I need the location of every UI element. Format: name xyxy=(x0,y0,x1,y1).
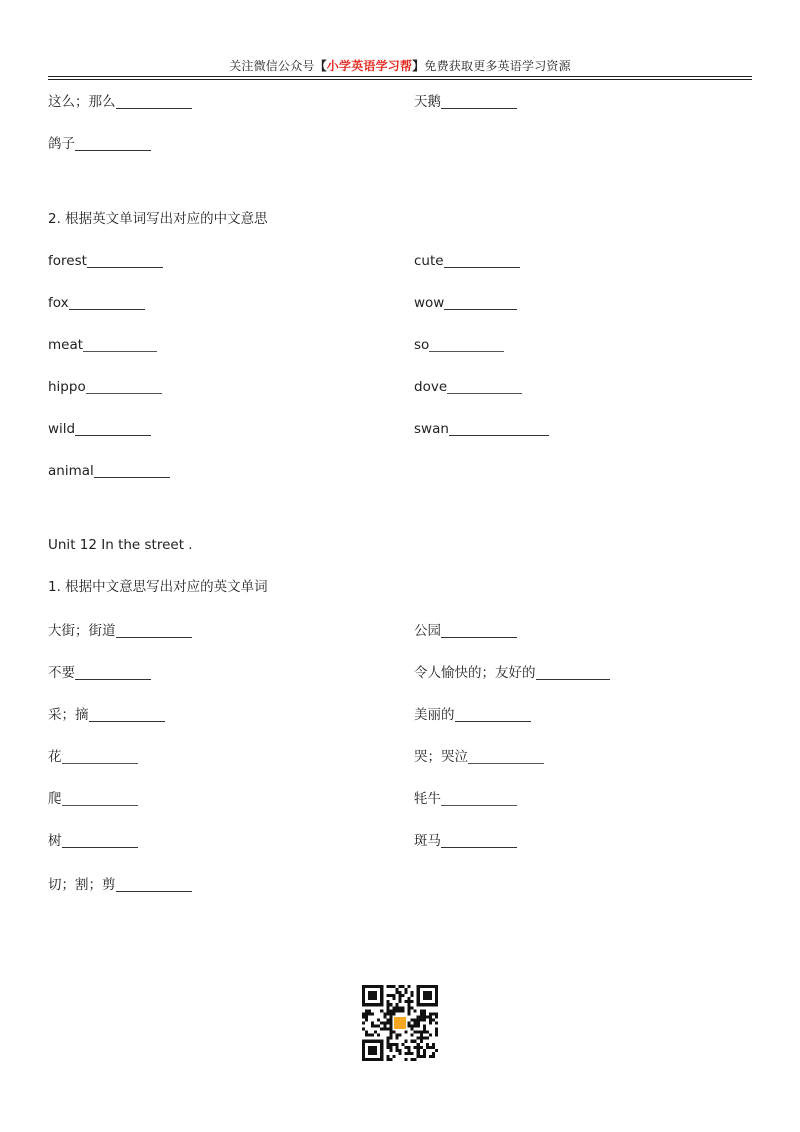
answer-blank[interactable] xyxy=(94,463,170,478)
vocab-item: 切；割；剪 xyxy=(48,876,192,894)
answer-blank[interactable] xyxy=(468,749,544,764)
vocab-item: 鸽子 xyxy=(48,135,151,153)
vocab-item: fox xyxy=(48,294,145,312)
vocab-item: 牦牛 xyxy=(414,790,517,808)
answer-blank[interactable] xyxy=(86,379,162,394)
vocab-item: 哭；哭泣 xyxy=(414,748,544,766)
vocab-item: 花 xyxy=(48,748,138,766)
vocab-item: animal xyxy=(48,462,170,480)
answer-blank[interactable] xyxy=(444,253,520,268)
vocab-item: 树 xyxy=(48,832,138,850)
header-suffix: 免费获取更多英语学习资源 xyxy=(424,59,571,73)
vocab-item: 天鹅 xyxy=(414,93,517,111)
header-brand: 小学英语学习帮 xyxy=(326,59,413,73)
answer-blank[interactable] xyxy=(441,833,517,848)
vocab-item: dove xyxy=(414,378,522,396)
answer-blank[interactable] xyxy=(62,791,138,806)
answer-blank[interactable] xyxy=(536,665,610,680)
answer-blank[interactable] xyxy=(62,749,138,764)
vocab-item: 大街；街道 xyxy=(48,622,192,640)
answer-blank[interactable] xyxy=(441,623,517,638)
answer-blank[interactable] xyxy=(83,337,157,352)
vocab-item: swan xyxy=(414,420,549,438)
answer-blank[interactable] xyxy=(75,136,151,151)
answer-blank[interactable] xyxy=(89,707,165,722)
vocab-item: meat xyxy=(48,336,157,354)
section-heading: 1. 根据中文意思写出对应的英文单词 xyxy=(48,579,268,595)
vocab-item: hippo xyxy=(48,378,162,396)
header-rule-thin xyxy=(48,79,752,80)
answer-blank[interactable] xyxy=(447,379,522,394)
answer-blank[interactable] xyxy=(444,295,517,310)
answer-blank[interactable] xyxy=(429,337,504,352)
header-prefix: 关注微信公众号 xyxy=(229,59,315,73)
qr-code-icon xyxy=(362,985,438,1061)
answer-blank[interactable] xyxy=(441,791,517,806)
page-header xyxy=(48,57,752,74)
answer-blank[interactable] xyxy=(116,877,192,892)
vocab-item: 美丽的 xyxy=(414,706,531,724)
header-bracket-close: 】 xyxy=(412,59,425,73)
vocab-item: 爬 xyxy=(48,790,138,808)
vocab-item: 这么；那么 xyxy=(48,93,192,111)
answer-blank[interactable] xyxy=(116,94,192,109)
vocab-item: so xyxy=(414,336,504,354)
vocab-item: 公园 xyxy=(414,622,517,640)
unit-title: Unit 12 In the street . xyxy=(48,537,193,553)
header-rule-thick xyxy=(48,76,752,77)
answer-blank[interactable] xyxy=(441,94,517,109)
answer-blank[interactable] xyxy=(87,253,163,268)
section-heading: 2. 根据英文单词写出对应的中文意思 xyxy=(48,211,268,227)
vocab-item: 斑马 xyxy=(414,832,517,850)
answer-blank[interactable] xyxy=(449,421,549,436)
answer-blank[interactable] xyxy=(75,421,151,436)
vocab-item: forest xyxy=(48,252,163,270)
vocab-item: 不要 xyxy=(48,664,151,682)
vocab-item: wild xyxy=(48,420,151,438)
answer-blank[interactable] xyxy=(75,665,151,680)
header-bracket-open: 【 xyxy=(314,59,327,73)
answer-blank[interactable] xyxy=(62,833,138,848)
answer-blank[interactable] xyxy=(455,707,531,722)
vocab-item: 采；摘 xyxy=(48,706,165,724)
answer-blank[interactable] xyxy=(69,295,145,310)
vocab-item: 令人愉快的；友好的 xyxy=(414,664,610,682)
answer-blank[interactable] xyxy=(116,623,192,638)
vocab-item: cute xyxy=(414,252,520,270)
vocab-item: wow xyxy=(414,294,517,312)
